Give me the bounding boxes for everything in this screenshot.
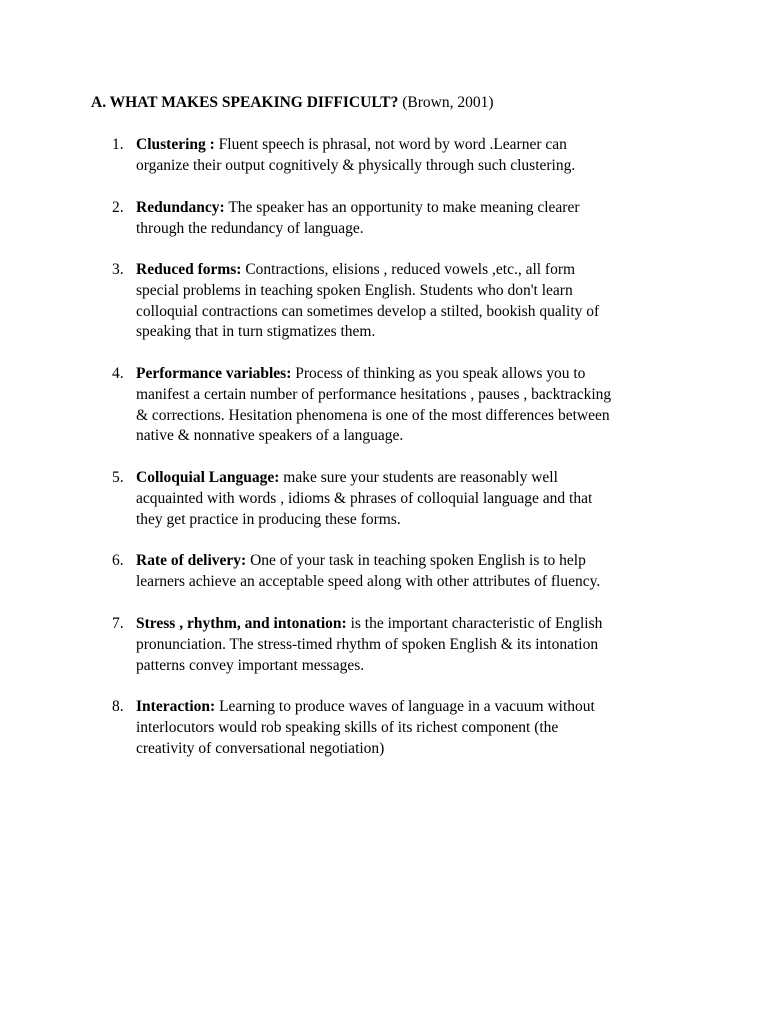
list-item-line-text: is the important characteristic of English: [346, 615, 603, 632]
list-item-line: [136, 551, 681, 572]
list-item-line: speaking that in turn stigmatizes them.: [136, 323, 376, 341]
list-item-line: learners achieve an acceptable speed along with other attributes of fluency.: [136, 572, 601, 590]
list-item-number: 7.: [112, 615, 124, 632]
list-item-line: creativity of conversational negotiation): [136, 739, 385, 757]
list-item-text: [136, 551, 681, 593]
list-item-number: 6.: [112, 552, 124, 569]
list-item-text: [136, 135, 681, 177]
list-item-number: 8.: [112, 698, 124, 715]
list-item-line: special problems in teaching spoken English. Students who don't learn: [136, 281, 573, 299]
list-item-line: [136, 364, 681, 385]
list-item-line: they get practice in producing these forms.: [136, 510, 401, 528]
list-item-line: native & nonnative speakers of a language.: [136, 427, 404, 445]
list-item-term: Stress , rhythm, and intonation:: [136, 615, 347, 632]
list-item-text: [136, 198, 681, 240]
list-item-term: Colloquial Language:: [136, 469, 280, 486]
list-item-line-text: Process of thinking as you speak allows you to: [291, 365, 586, 382]
list-item-line-text: The speaker has an opportunity to make meaning clearer: [224, 199, 580, 216]
list-item-line: interlocutors would rob speaking skills of its richest component (the: [136, 718, 559, 736]
list-item-line: through the redundancy of language.: [136, 219, 364, 237]
list-item-line: colloquial contractions can sometimes develop a stilted, bookish quality of: [136, 302, 600, 320]
list-item-number: 2.: [112, 199, 124, 216]
list-item-line-text: Contractions, elisions , reduced vowels ,etc., all form: [241, 261, 576, 278]
heading-citation: (Brown, 2001): [398, 94, 494, 111]
list-item-line: [136, 614, 681, 635]
heading-title: A. WHAT MAKES SPEAKING DIFFICULT?: [91, 94, 399, 111]
list-item-line: organize their output cognitively & physically through such clustering.: [136, 156, 576, 174]
list-item-term: Rate of delivery:: [136, 552, 247, 569]
list-item-line-text: make sure your students are reasonably well: [279, 469, 558, 486]
list-item-term: Performance variables:: [136, 365, 292, 382]
list-item-text: [136, 468, 681, 530]
list-item-line: [136, 260, 681, 281]
list-item-text: [136, 697, 681, 759]
list-item-line: pronunciation. The stress-timed rhythm of spoken English & its intonation: [136, 635, 599, 653]
list-item-text: [136, 614, 681, 676]
list-item-number: 3.: [112, 261, 124, 278]
list-item-line: manifest a certain number of performance hesitations , pauses , backtracking: [136, 385, 612, 403]
list-item-term: Clustering :: [136, 136, 215, 153]
list-item-number: 4.: [112, 365, 124, 382]
list-item-text: [136, 260, 681, 343]
list-item-line: [136, 468, 681, 489]
list-item-text: [136, 364, 681, 447]
list-item-term: Interaction:: [136, 698, 216, 715]
list-item-line-text: Fluent speech is phrasal, not word by word .Learner can: [214, 136, 567, 153]
list-item-line: [136, 198, 681, 219]
list-item-line: [136, 697, 681, 718]
list-item-term: Redundancy:: [136, 199, 225, 216]
list-item-line: acquainted with words , idioms & phrases of colloquial language and that: [136, 489, 593, 507]
list-item-line-text: One of your task in teaching spoken English is to help: [246, 552, 586, 569]
list-item-number: 1.: [112, 136, 124, 153]
list-item-line: & corrections. Hesitation phenomena is one of the most differences between: [136, 406, 610, 424]
list-item-line: [136, 135, 681, 156]
list-item-term: Reduced forms:: [136, 261, 242, 278]
list-item-line: patterns convey important messages.: [136, 656, 365, 674]
list-item-line-text: Learning to produce waves of language in a vacuum without: [215, 698, 595, 715]
list-item-number: 5.: [112, 469, 124, 486]
